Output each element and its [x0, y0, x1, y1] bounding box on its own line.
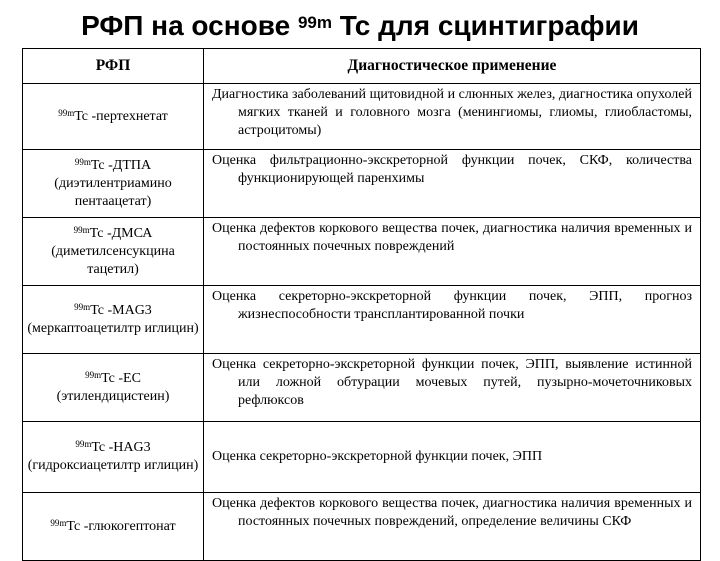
rfp-full-name: (меркаптоацетилтр иглицин): [27, 320, 199, 336]
application-text: Оценка фильтрационно-экскреторной функции почек, СКФ, количества функционирующей паренхимы: [212, 153, 692, 186]
table-row: [23, 84, 701, 150]
header-rfp: РФП: [23, 49, 204, 84]
application-cell: [204, 286, 701, 354]
application-cell: [204, 354, 701, 422]
table-row: [23, 150, 701, 218]
rfp-name: Tc -ДМСА: [89, 225, 153, 241]
rfp-full-name: (диметилсенсукцина тацетил): [51, 243, 175, 277]
rfp-full-name: (диэтилентриамино пентаацетат): [54, 175, 172, 209]
isotope-label: 99m: [85, 369, 102, 380]
isotope-label: 99m: [74, 301, 91, 312]
table-row: [23, 286, 701, 354]
rfp-cell: [23, 84, 204, 150]
rfp-name: Tc -глюкогептонат: [66, 518, 176, 534]
application-text: Оценка дефектов коркового вещества почек, диагностика наличия временных и постоянных почечных повреждений, определение величины СКФ: [212, 496, 692, 529]
isotope-label: 99m: [74, 156, 91, 167]
isotope-label: 99m: [50, 517, 67, 528]
isotope-label: 99m: [75, 439, 92, 449]
rfp-cell: [23, 422, 204, 493]
isotope-label: 99m: [58, 107, 75, 118]
application-cell: [204, 493, 701, 561]
application-cell: [204, 150, 701, 218]
title-isotope: 99m: [297, 13, 332, 32]
rfp-full-name: (гидроксиацетилтр иглицин): [27, 458, 199, 473]
rfp-name: Tc -ДТПА: [90, 157, 152, 173]
application-text: Оценка секреторно-экскреторной функции почек, ЭПП: [212, 448, 543, 464]
application-text: Диагностика заболеваний щитовидной и слюнных желез, диагностика опухолей мягких тканей и головного мозга (менингиомы, глиомы, глиобластомы, астроцитомы): [212, 87, 692, 138]
rfp-cell: [23, 150, 204, 218]
table-row: [23, 354, 701, 422]
isotope-label: 99m: [73, 224, 90, 235]
table-header-row: [23, 49, 701, 84]
rfp-name: Tc -пертехнетат: [74, 108, 168, 124]
rfp-name: Tc -EC: [101, 370, 141, 386]
rfp-cell: [23, 354, 204, 422]
title-suffix: Tc для сцинтиграфии: [339, 10, 639, 41]
application-text: Оценка секреторно-экскреторной функции почек, ЭПП, выявление истинной или ложной обтурации мочевых путей, пузырно-мочеточниковых рефлюксов: [212, 357, 692, 408]
application-cell: [204, 422, 701, 493]
application-cell: [204, 84, 701, 150]
table-row: [23, 422, 701, 493]
rfp-name: Tc -MAG3: [90, 302, 152, 318]
rfp-cell: [23, 286, 204, 354]
table-row: [23, 218, 701, 286]
application-text: Оценка секреторно-экскреторной функции почек, ЭПП, прогноз жизнеспособности трансплантированной почки: [212, 289, 692, 322]
rfp-full-name: (этилендицистеин): [56, 388, 170, 404]
title-prefix: РФП на основе: [81, 10, 291, 41]
radiopharmaceutical-table: [22, 48, 701, 561]
application-cell: [204, 218, 701, 286]
application-text: Оценка дефектов коркового вещества почек, диагностика наличия временных и постоянных почечных повреждений: [212, 221, 692, 254]
table-row: [23, 493, 701, 561]
rfp-name: Tc -HAG3: [91, 440, 151, 455]
rfp-cell: [23, 218, 204, 286]
page-title: [0, 6, 720, 46]
rfp-cell: [23, 493, 204, 561]
header-application: Диагностическое применение: [204, 49, 701, 84]
